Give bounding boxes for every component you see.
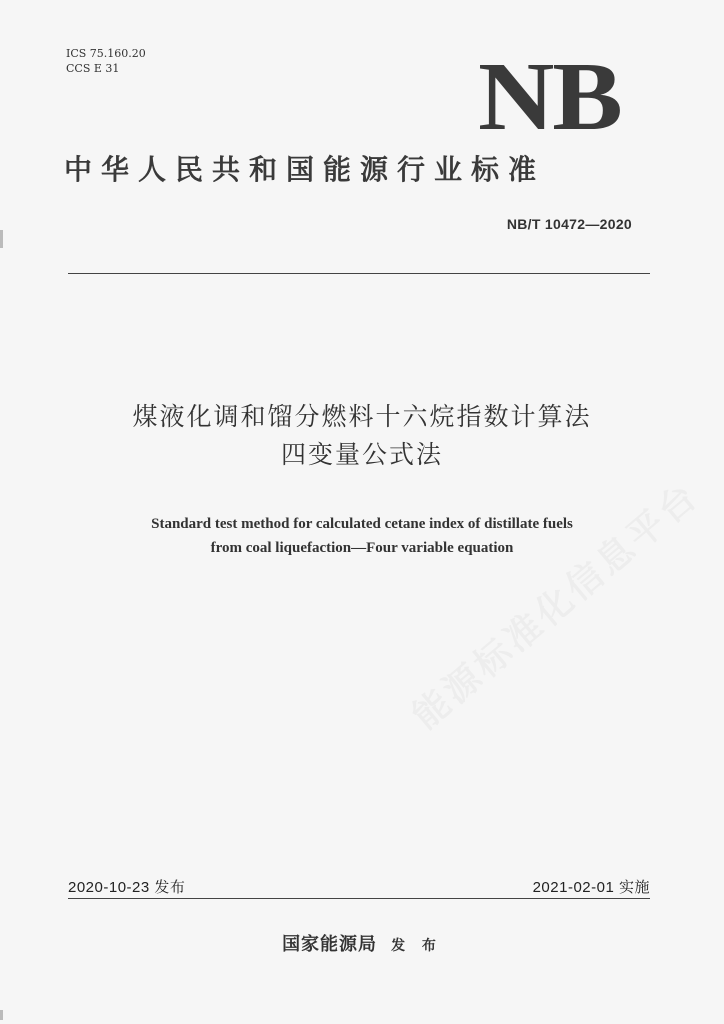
english-title-line-2: from coal liquefaction—Four variable equation xyxy=(210,540,514,556)
ccs-code: CCS E 31 xyxy=(66,62,120,75)
classification-codes xyxy=(66,46,146,76)
chinese-title xyxy=(0,398,724,474)
standard-number: NB/T 10472—2020 xyxy=(506,216,632,232)
scan-edge-mark xyxy=(0,230,3,248)
chinese-title-line-2: 四变量公式法 xyxy=(280,440,443,469)
footer-divider xyxy=(68,898,650,899)
publisher-action: 发 布 xyxy=(391,938,442,954)
standard-type-heading: 中华人民共和国能源行业标准 xyxy=(64,153,546,186)
header-divider xyxy=(68,273,650,274)
chinese-title-line-1: 煤液化调和馏分燃料十六烷指数计算法 xyxy=(132,402,592,431)
watermark xyxy=(400,469,709,739)
implementation-date: 2021-02-01 实施 xyxy=(532,879,650,896)
nb-logo: NB xyxy=(478,43,621,151)
scan-edge-mark xyxy=(0,1010,3,1020)
publisher-name: 国家能源局 xyxy=(282,934,378,955)
english-title-line-1: Standard test method for calculated cetane index of distillate fuels xyxy=(151,516,573,532)
issue-date: 2020-10-23 发布 xyxy=(68,879,186,896)
publisher-line xyxy=(0,930,724,956)
ics-code: ICS 75.160.20 xyxy=(66,47,146,60)
